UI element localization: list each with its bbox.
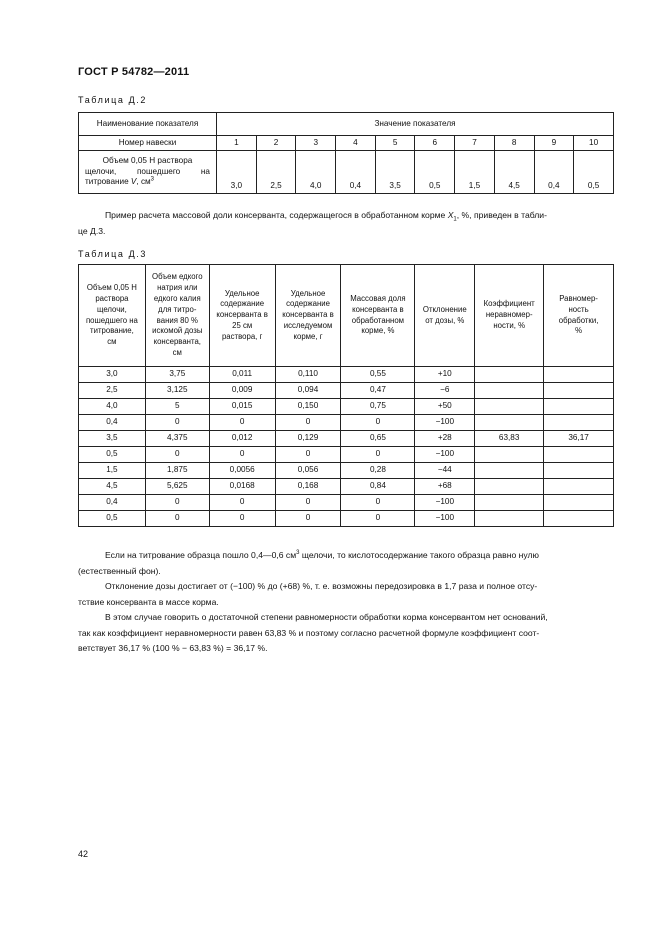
table-d2-volume-value: 0,5 [574, 151, 614, 194]
table-cell: −6 [415, 383, 475, 399]
note3-line1: В этом случае говорить о достаточной степени равномерности обработки корма консервантом нет оснований, [105, 612, 548, 622]
header-line-text: ность [568, 304, 589, 314]
header-line-text: % [575, 326, 583, 336]
header-line [146, 326, 209, 337]
table-cell: 0 [145, 447, 209, 463]
table-cell: 4,375 [145, 431, 209, 447]
header-line-text: неравномер- [485, 310, 533, 320]
header-line [79, 316, 145, 327]
header-line [79, 283, 145, 294]
volume-label-line1: Объем 0,05 Н раствора [102, 156, 193, 166]
table-d2-header-values: Значение показателя [217, 113, 614, 136]
table-cell: 0,129 [275, 431, 341, 447]
table-cell [475, 383, 544, 399]
table-cell: 0,012 [209, 431, 275, 447]
table-d2-volume-label [79, 151, 217, 194]
table-cell: 0 [209, 415, 275, 431]
table-cell: 0,28 [341, 463, 415, 479]
table-cell: 0,150 [275, 399, 341, 415]
volume-label-prefix: титрование [85, 177, 131, 187]
table-cell [544, 495, 614, 511]
table-cell: +50 [415, 399, 475, 415]
volume-label-exp: 3 [150, 176, 155, 183]
table-cell: 0,0168 [209, 479, 275, 495]
header-line [79, 326, 145, 337]
table-row [79, 367, 614, 383]
table-cell: −100 [415, 511, 475, 527]
table-row [79, 463, 614, 479]
table-cell: 63,83 [475, 431, 544, 447]
header-line-text: раствора [95, 293, 129, 303]
note3-line2: так как коэффициент неравномерности равен 63,83 % и поэтому согласно расчетной формуле коэффициент соот- [78, 627, 540, 638]
table-cell: 0,5 [79, 447, 146, 463]
table-cell [544, 447, 614, 463]
table-cell: 0,056 [275, 463, 341, 479]
page-number: 42 [78, 849, 89, 859]
table-d2-volume-value: 3,5 [375, 151, 415, 194]
note2-line2: тствие консерванта в массе корма. [78, 596, 219, 607]
table-d3 [78, 264, 614, 527]
header-line-text: Равномер- [559, 293, 598, 303]
table-cell: 0,015 [209, 399, 275, 415]
table-d2-caption: Таблица Д.2 [78, 95, 147, 105]
example-text-b: , %, приведен в табли- [456, 210, 547, 220]
header-line-text: вания 80 % [156, 315, 198, 325]
table-row [79, 495, 614, 511]
table-d3-header-7 [475, 265, 544, 367]
header-line [544, 316, 613, 327]
header-line-text: Отклонение [422, 304, 467, 314]
header-line [276, 332, 341, 343]
table-d2-header-indicator: Наименование показателя [79, 113, 217, 136]
table-cell [544, 415, 614, 431]
table-d2-sample-number: 10 [574, 136, 614, 151]
table-cell [475, 495, 544, 511]
table-d3-header-5 [341, 265, 415, 367]
table-cell: 3,5 [79, 431, 146, 447]
note1-line2: (естественный фон). [78, 565, 161, 576]
example-text-a: Пример расчета массовой доли консерванта, содержащегося в обработанном корме [105, 210, 448, 220]
example-paragraph [78, 208, 614, 239]
table-d2-volume-value: 0,4 [534, 151, 574, 194]
table-cell: 0,168 [275, 479, 341, 495]
notes [78, 548, 614, 657]
header-line [146, 305, 209, 316]
table-cell: 0 [275, 511, 341, 527]
table-d2-volume-value: 3,0 [217, 151, 257, 194]
header-line [276, 321, 341, 332]
table-d2-sample-number: 1 [217, 136, 257, 151]
note1-exp: 3 [296, 550, 300, 557]
header-line [79, 337, 145, 348]
header-line [341, 316, 414, 327]
table-row [79, 399, 614, 415]
table-cell: 1,5 [79, 463, 146, 479]
table-cell: +68 [415, 479, 475, 495]
header-line [146, 294, 209, 305]
table-d3-header-8 [544, 265, 614, 367]
table-cell: 0,011 [209, 367, 275, 383]
table-cell: 0,110 [275, 367, 341, 383]
header-line [544, 326, 613, 337]
table-cell [475, 447, 544, 463]
header-line [210, 289, 275, 300]
table-cell: 3,125 [145, 383, 209, 399]
header-line-text: см [107, 337, 117, 347]
table-cell: −44 [415, 463, 475, 479]
header-line-text: содержание [220, 299, 265, 309]
table-cell: −100 [415, 415, 475, 431]
table-cell: 4,5 [79, 479, 146, 495]
table-d2-sample-label: Номер навески [79, 136, 217, 151]
header-line [415, 316, 474, 327]
header-line [544, 294, 613, 305]
table-cell: 0,0056 [209, 463, 275, 479]
table-cell: +28 [415, 431, 475, 447]
header-line [79, 305, 145, 316]
example-line1 [78, 208, 614, 224]
header-line [475, 310, 543, 321]
header-line-text: 25 см [232, 320, 253, 330]
table-cell: 0 [275, 495, 341, 511]
example-line2: це Д.3. [78, 225, 106, 236]
table-d2-sample-number: 3 [296, 136, 336, 151]
header-line [475, 321, 543, 332]
table-cell: 0,65 [341, 431, 415, 447]
table-d2-sample-number: 6 [415, 136, 455, 151]
table-row [79, 479, 614, 495]
header-line-text: титрование, [90, 326, 134, 336]
table-cell: 0 [341, 495, 415, 511]
header-line-text: Удельное [290, 288, 326, 298]
example-sub: 1 [453, 216, 457, 223]
table-cell: 0 [145, 495, 209, 511]
note1-text-b: щелочи, то кислотосодержание такого образца равно нулю [299, 550, 539, 560]
header-line-text: для титро- [158, 304, 197, 314]
table-cell [544, 479, 614, 495]
table-cell: 0,4 [79, 495, 146, 511]
table-d3-header-3 [209, 265, 275, 367]
table-cell: 0 [145, 415, 209, 431]
table-cell: 36,17 [544, 431, 614, 447]
table-cell [475, 367, 544, 383]
table-cell: 5,625 [145, 479, 209, 495]
header-line-text: консерванта в [216, 310, 268, 320]
table-d2-volume-value: 0,4 [336, 151, 376, 194]
table-cell: 0 [341, 415, 415, 431]
table-row [79, 447, 614, 463]
table-cell: 0 [275, 447, 341, 463]
volume-label-line3 [85, 177, 210, 188]
header-line [146, 316, 209, 327]
table-cell: +10 [415, 367, 475, 383]
header-line-text: натрия или [157, 283, 198, 293]
header-line [415, 305, 474, 316]
table-d2-sample-number: 9 [534, 136, 574, 151]
table-cell: 5 [145, 399, 209, 415]
header-line-text: Объем едкого [152, 272, 203, 282]
header-line [276, 289, 341, 300]
header-line [341, 326, 414, 337]
volume-label-line2: щелочи, пошедшего на [85, 166, 210, 176]
example-var: X [447, 210, 454, 220]
table-cell: 0,4 [79, 415, 146, 431]
table-cell [544, 463, 614, 479]
header-line-text: консерванта, [153, 337, 201, 347]
header-line-text: исследуемом [283, 320, 333, 330]
table-d2 [78, 112, 614, 194]
header-line [146, 272, 209, 283]
header-line-text: пошедшего на [85, 315, 138, 325]
header-line [146, 337, 209, 348]
table-d2-volume-value: 4,0 [296, 151, 336, 194]
header-line-text: от дозы, % [425, 315, 465, 325]
document-header: ГОСТ Р 54782—2011 [78, 66, 190, 78]
table-cell: 0,47 [341, 383, 415, 399]
table-cell [475, 399, 544, 415]
table-cell [544, 383, 614, 399]
header-line [146, 348, 209, 359]
header-line-text: консерванта в [352, 304, 404, 314]
table-d3-header-2 [145, 265, 209, 367]
table-d2-volume-value: 0,5 [415, 151, 455, 194]
table-cell: 0 [209, 447, 275, 463]
table-cell [475, 415, 544, 431]
note2-line1: Отклонение дозы достигает от (−100) % до (+68) %, т. е. возможны передозировка в 1,7 раза и полное отсу- [105, 581, 538, 591]
header-line [210, 332, 275, 343]
table-cell: 3,0 [79, 367, 146, 383]
table-cell: 0 [275, 415, 341, 431]
header-line-text: консерванта в [282, 310, 334, 320]
table-cell: 0 [145, 511, 209, 527]
table-cell: 0,55 [341, 367, 415, 383]
table-row [79, 511, 614, 527]
table-cell [475, 479, 544, 495]
header-line-text: обработки, [558, 315, 599, 325]
table-d2-sample-number: 7 [455, 136, 495, 151]
header-line [475, 299, 543, 310]
header-line-text: см [172, 347, 182, 357]
table-cell: 0,5 [79, 511, 146, 527]
table-d2-volume-value: 2,5 [256, 151, 296, 194]
table-cell [544, 511, 614, 527]
header-line-text: корме, г [293, 331, 323, 341]
table-cell: 1,875 [145, 463, 209, 479]
table-cell: 0 [209, 495, 275, 511]
table-cell [544, 399, 614, 415]
header-line [276, 299, 341, 310]
header-line-text: раствора, г [221, 331, 263, 341]
table-d2-volume-value: 4,5 [494, 151, 534, 194]
header-line-text: щелочи, [97, 304, 127, 314]
header-line-text: Массовая доля [350, 293, 406, 303]
table-cell: −100 [415, 447, 475, 463]
table-d3-header-6 [415, 265, 475, 367]
table-cell: 0,75 [341, 399, 415, 415]
table-d2-sample-number: 5 [375, 136, 415, 151]
table-cell: 0,009 [209, 383, 275, 399]
table-d2-sample-number: 4 [336, 136, 376, 151]
header-line-text: Объем 0,05 Н [86, 283, 137, 293]
header-line [210, 321, 275, 332]
table-cell: −100 [415, 495, 475, 511]
header-line [146, 283, 209, 294]
header-line [341, 294, 414, 305]
volume-label-unit: , см [136, 177, 151, 187]
header-line-text: искомой дозы [152, 326, 203, 336]
note3-line3: ветствует 36,17 % (100 % − 63,83 %) = 36,17 %. [78, 643, 268, 653]
header-line-text: обработанном [351, 315, 405, 325]
table-cell: 3,75 [145, 367, 209, 383]
header-line [276, 310, 341, 321]
header-line-text: ности, % [493, 320, 526, 330]
table-d2-sample-number: 8 [494, 136, 534, 151]
note1-line1 [78, 548, 614, 564]
table-row [79, 415, 614, 431]
table-row [79, 431, 614, 447]
table-cell: 2,5 [79, 383, 146, 399]
volume-label-var: V [130, 177, 137, 187]
header-line [210, 299, 275, 310]
table-cell: 0 [341, 511, 415, 527]
table-cell [475, 463, 544, 479]
header-line [79, 294, 145, 305]
header-line [210, 310, 275, 321]
table-cell: 0 [209, 511, 275, 527]
header-line [544, 305, 613, 316]
table-cell: 0,094 [275, 383, 341, 399]
table-d3-header-1 [79, 265, 146, 367]
table-row [79, 383, 614, 399]
header-line-text: Коэффициент [483, 299, 535, 309]
table-cell: 4,0 [79, 399, 146, 415]
header-line-text: Удельное [224, 288, 260, 298]
header-line-text: корме, % [361, 326, 395, 336]
table-cell: 0,84 [341, 479, 415, 495]
table-d2-volume-value: 1,5 [455, 151, 495, 194]
header-line [341, 305, 414, 316]
table-cell: 0 [341, 447, 415, 463]
header-line-text: едкого калия [153, 293, 201, 303]
table-cell [544, 367, 614, 383]
table-cell [475, 511, 544, 527]
table-d3-header-4 [275, 265, 341, 367]
header-line-text: содержание [286, 299, 330, 309]
table-d3-caption: Таблица Д.3 [78, 249, 147, 259]
table-d2-sample-number: 2 [256, 136, 296, 151]
note1-text-a: Если на титрование образца пошло 0,4—0,6 см [105, 550, 297, 560]
